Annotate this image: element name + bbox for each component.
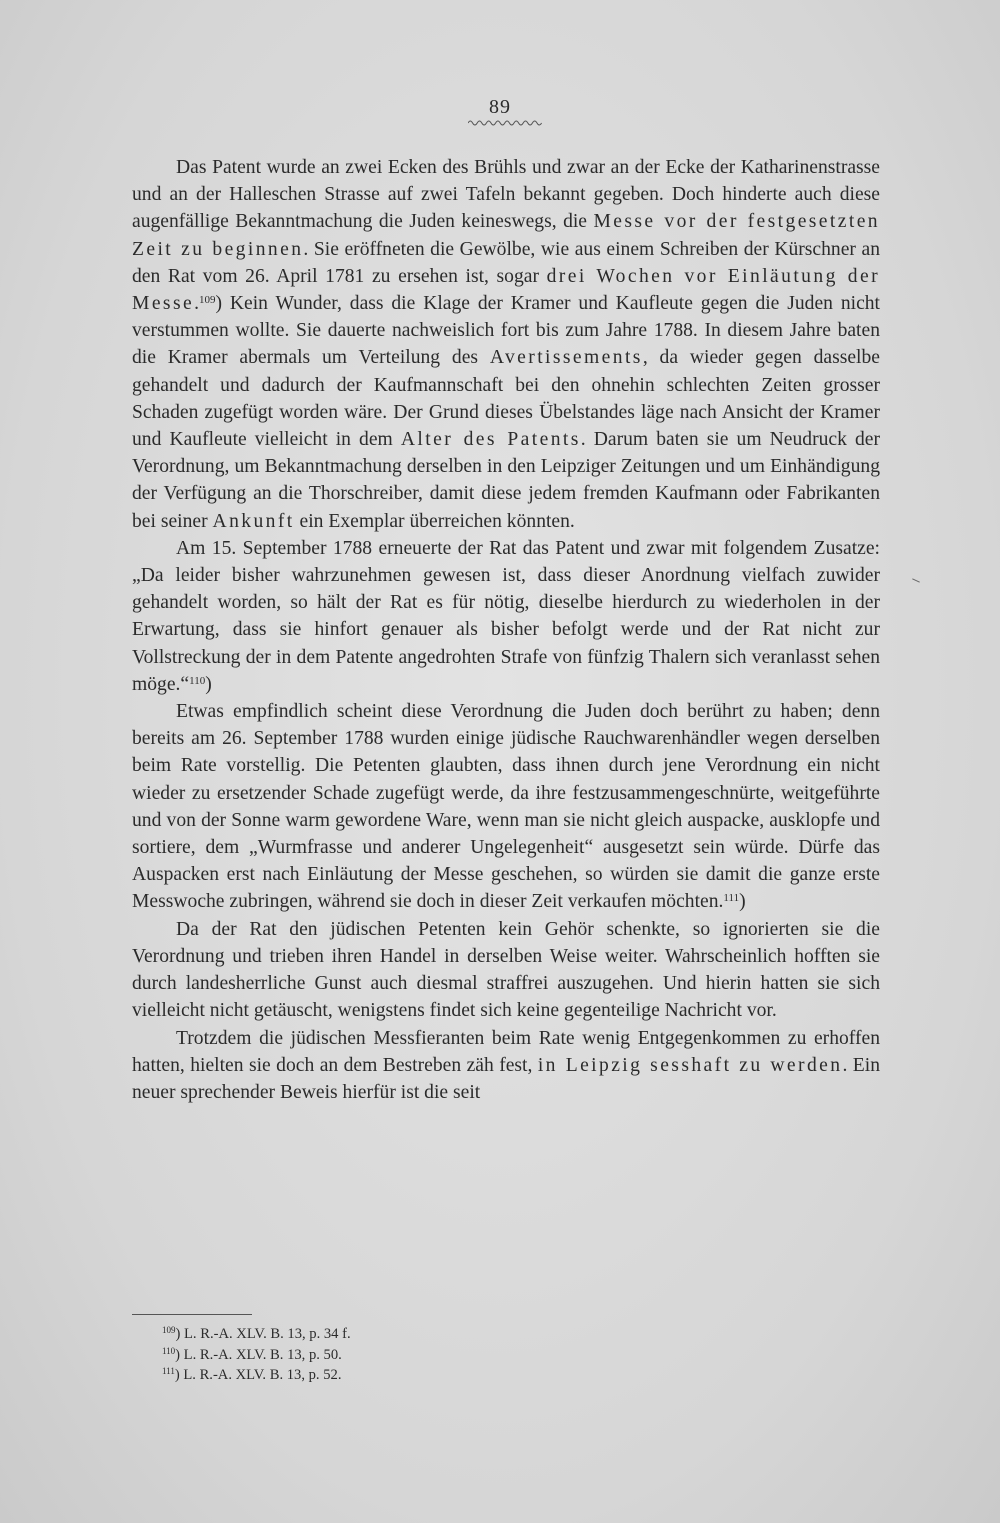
text-run: , da wieder gegen dasselbe gehandelt und dadurch der Kaufmannschaft bei den ohnehin schlechten Zeiten grosser Schaden zugefügt worden wäre. Der Grund dieses Übelstandes läge nach Ansicht der Kramer und Kaufleute vielleicht in dem xyxy=(132,347,880,451)
margin-mark xyxy=(912,578,920,582)
footnote-rule xyxy=(132,1314,252,1315)
text-run: ) xyxy=(205,673,212,695)
emphasized-text: Messe vor der festgesetzten Zeit zu beginnen xyxy=(132,211,880,260)
text-run: Da der Rat den jüdischen Petenten kein Gehör schenkte, so ignorierten sie die Verordnung und trieben ihren Handel in derselben Weise weiter. Wahrscheinlich hofften sie durch landesherrliche Gunst auch diesmal straffrei auszugehen. Und hierin hatten sie sich vielleicht nicht getäuscht, wenigstens findet sich keine gegenteilige Nachricht vor. xyxy=(132,918,880,1022)
text-run: Etwas empfindlich scheint diese Verordnung die Juden doch berührt zu haben; denn bereits am 26. September 1788 wurden einige jüdische Rauchwarenhändler wegen derselben beim Rate vorstellig. Die Petenten glaubten, dass ihnen durch jene Verordnung ein nicht wieder zu ersetzender Schade zugefügt werde, da ihre festzusammengeschnürte, weitgeführte und von der Sonne warm gewordene Ware, wenn man sie nicht gleich auspacke, ausklopfe und sortiere, dem „Wurmfrasse und anderer Ungelegenheit“ ausgesetzt sein würde. Dürfe das Auspacken erst nach Einläutung der Messe geschehen, so würden sie damit die ganze erste Messwoche zubringen, während sie doch in dieser Zeit verkaufen möchten. xyxy=(132,701,880,913)
text-run: Am 15. September 1788 erneuerte der Rat das Patent und zwar mit folgendem Zusatze: „Da leider bisher wahrzunehmen gewesen ist, dass dieser Anordnung vielfach zuwider gehandelt worden, so hält der Rat es für nötig, dieselbe hierdurch zu wiederholen in der Erwartung, dass sie hinfort genauer als bisher befolgt werde und der Rat nicht zur Vollstreckung der in dem Patente angedrohten Strafe von fünfzig Thalern sich veranlasst sehen möge.“ xyxy=(132,537,880,695)
footnote-text: ) L. R.-A. XLV. B. 13, p. 52. xyxy=(174,1367,342,1384)
emphasized-text: drei Wochen vor Einläutung der Messe xyxy=(132,265,880,315)
text-run: . Sie eröffneten die Gewölbe, wie aus einem Schreiben der Kürschner an den Rat vom 26. April 1781 zu ersehen ist, sogar xyxy=(132,238,880,287)
text-run: ein Exemplar überreichen könnten. xyxy=(294,510,575,532)
emphasized-text: Alter des Patents xyxy=(400,429,581,451)
footnote-110 xyxy=(162,1345,562,1366)
footnote-number: 109 xyxy=(162,1325,176,1335)
text-run: Das Patent wurde an zwei Ecken des Brühls und zwar an der Ecke der Katharinenstrasse und an der Halleschen Strasse auf zwei Tafeln bekannt gegeben. Doch hinderte auch diese augenfällige Bekanntmachung die Juden keineswegs, die xyxy=(132,157,880,233)
paragraph xyxy=(132,154,880,535)
text-run: ) Kein Wunder, dass die Klage der Kramer und Kaufleute gegen die Juden nicht verstummen wollte. Sie dauerte nachweislich fort bis zum Jahre 1788. In diesem Jahre baten die Kramer abermals um Verteilung des xyxy=(132,293,880,369)
footnote-ref: 109 xyxy=(198,294,216,307)
text-run: . Darum baten sie um Neudruck der Verordnung, um Bekanntmachung derselben in den Leipziger Zeitungen und um Einhändigung der Verfügung an die Thorschreiber, damit diese jedem fremden Kaufmann oder Fabrikanten bei seiner xyxy=(132,429,880,532)
text-run: ) xyxy=(739,891,746,913)
wavy-rule-ornament xyxy=(468,117,542,129)
text-run: Trotzdem die jüdischen Messfieranten beim Rate wenig Entgegenkommen zu erhoffen hatten, hielten sie doch an dem Bestreben zäh fest, xyxy=(132,1027,880,1076)
paragraph xyxy=(132,916,880,1025)
text-run: . xyxy=(194,293,199,315)
paragraph xyxy=(132,535,880,698)
page-number: 89 xyxy=(489,96,511,118)
footnote-text: ) L. R.-A. XLV. B. 13, p. 34 f. xyxy=(175,1326,351,1342)
emphasized-text: Avertissements xyxy=(489,347,643,369)
footnote-number: 110 xyxy=(162,1345,176,1356)
footnote-111 xyxy=(162,1365,562,1386)
text-run: . Ein neuer sprechender Beweis hierfür ist die seit xyxy=(132,1054,880,1103)
paragraph xyxy=(132,698,880,916)
body-text xyxy=(132,154,880,1106)
footnote-ref: 111 xyxy=(723,892,740,905)
footnote-text: ) L. R.-A. XLV. B. 13, p. 50. xyxy=(175,1346,342,1363)
footnote-number: 111 xyxy=(162,1366,175,1377)
footnote-109 xyxy=(162,1324,562,1345)
footnotes xyxy=(162,1324,562,1386)
emphasized-text: Ankunft xyxy=(212,510,295,532)
paragraph xyxy=(132,1025,880,1107)
footnote-ref: 110 xyxy=(189,674,206,687)
emphasized-text: in Leipzig sesshaft zu werden xyxy=(537,1054,843,1076)
